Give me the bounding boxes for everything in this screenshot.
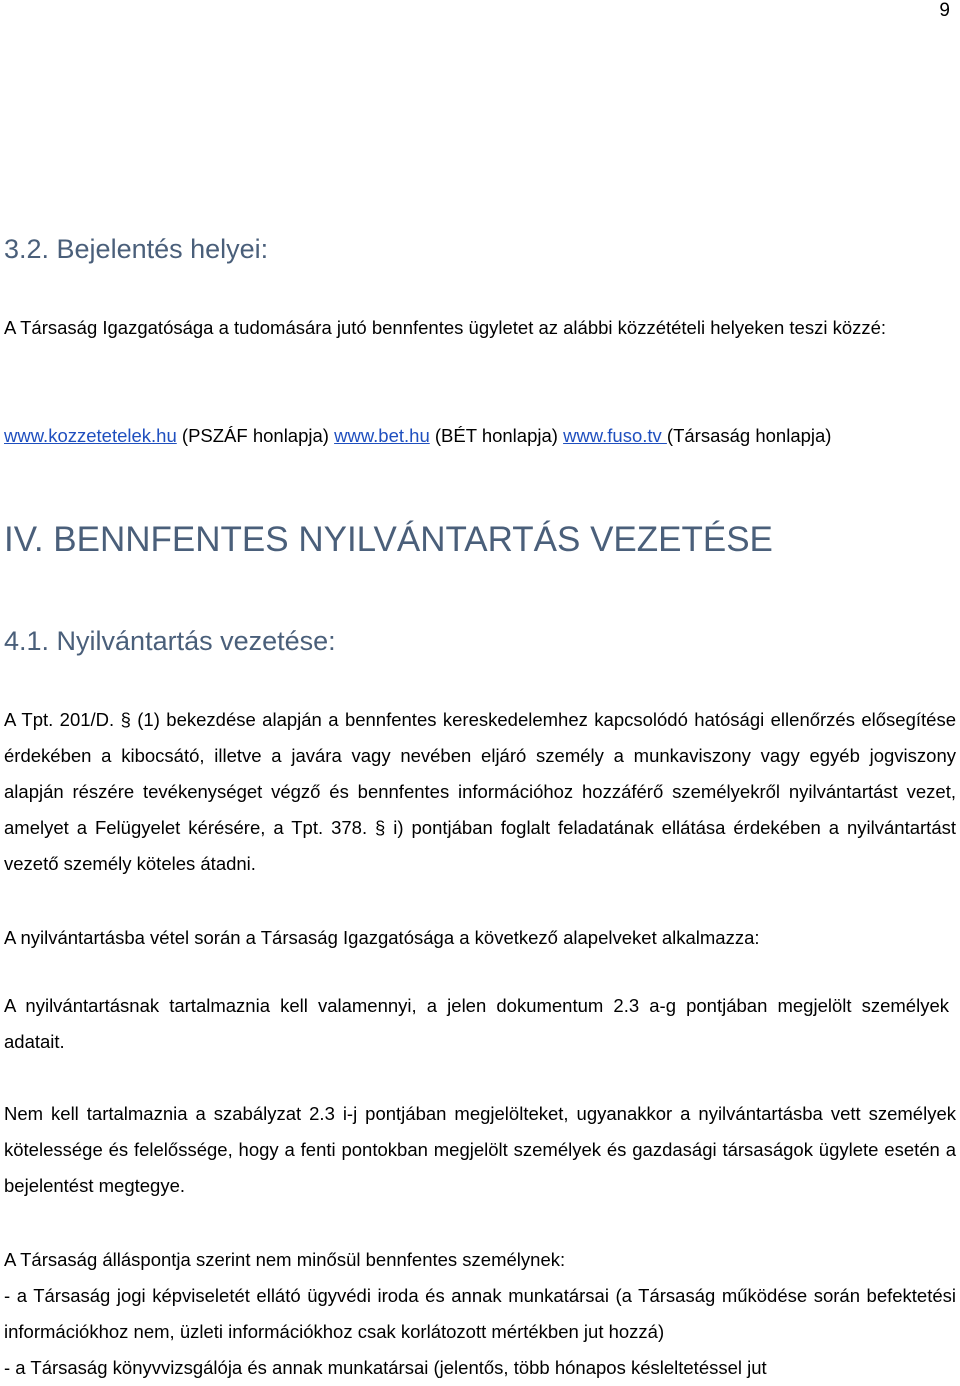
section-heading-3-2: 3.2. Bejelentés helyei:	[4, 234, 269, 264]
link-fuso[interactable]: www.fuso.tv	[563, 425, 667, 446]
paragraph-exclusions: Nem kell tartalmaznia a szabályzat 2.3 i-j pontjában megjelölteket, ugyanakkor a nyilvántartásba vett személyek kötelessége és felelőssége, hogy a fenti pontokban megjelölt személyek és gazdasági társaságok ügylete esetén a bejelentést megtegye.	[4, 1103, 956, 1196]
list-item-auditor: - a Társaság könyvvizsgálója és annak munkatársai (jelentős, több hónapos késleltetéssel jut	[4, 1357, 767, 1378]
link-note-bet: (BÉT honlapja)	[429, 425, 564, 446]
paragraph-register-content: A nyilvántartásnak tartalmaznia kell valamennyi, a jelen dokumentum 2.3 a-g pontjában megjelölt személyek adatait.	[4, 995, 949, 1052]
publication-links-line	[4, 418, 956, 454]
link-note-tarsasag: (Társaság honlapja)	[666, 425, 832, 446]
paragraph-non-insider-intro: A Társaság álláspontja szerint nem minősül bennfentes személynek:	[4, 1249, 566, 1270]
chapter-heading-iv: IV. BENNFENTES NYILVÁNTARTÁS VEZETÉSE	[4, 520, 773, 559]
section-heading-4-1: 4.1. Nyilvántartás vezetése:	[4, 626, 336, 656]
link-bet[interactable]: www.bet.hu	[334, 425, 430, 446]
paragraph-tpt-legal-basis: A Tpt. 201/D. § (1) bekezdése alapján a bennfentes kereskedelemhez kapcsolódó hatósági ellenőrzés elősegítése érdekében a kibocsátó, illetve a javára vagy nevében eljáró személy a munkaviszony vagy egyéb jogviszony alapján részére tevékenységet végző és bennfentes információhoz hozzáférő személyekről nyilvántartást vezet, amelyet a Felügyelet kérésére, a Tpt. 378. § i) pontjában foglalt feladatának ellátása érdekében a nyilvántartást vezető személy köteles átadni.	[4, 709, 956, 874]
list-item-law-firm: - a Társaság jogi képviseletét ellátó ügyvédi iroda és annak munkatársai (a Társaság működése során befektetési információkhoz nem, üzleti információkhoz csak korlátozott mértékben jut hozzá)	[4, 1285, 956, 1342]
paragraph-principles-intro: A nyilvántartásba vétel során a Társaság Igazgatósága a következő alapelveket alkalmazza:	[4, 927, 760, 948]
intro-paragraph: A Társaság Igazgatósága a tudomására jutó bennfentes ügyletet az alábbi közzétételi helyeken teszi közzé:	[4, 317, 887, 338]
page-number: 9	[939, 0, 950, 21]
link-note-pszaf: (PSZÁF honlapja)	[176, 425, 335, 446]
link-kozzetetelek[interactable]: www.kozzetetelek.hu	[4, 425, 177, 446]
